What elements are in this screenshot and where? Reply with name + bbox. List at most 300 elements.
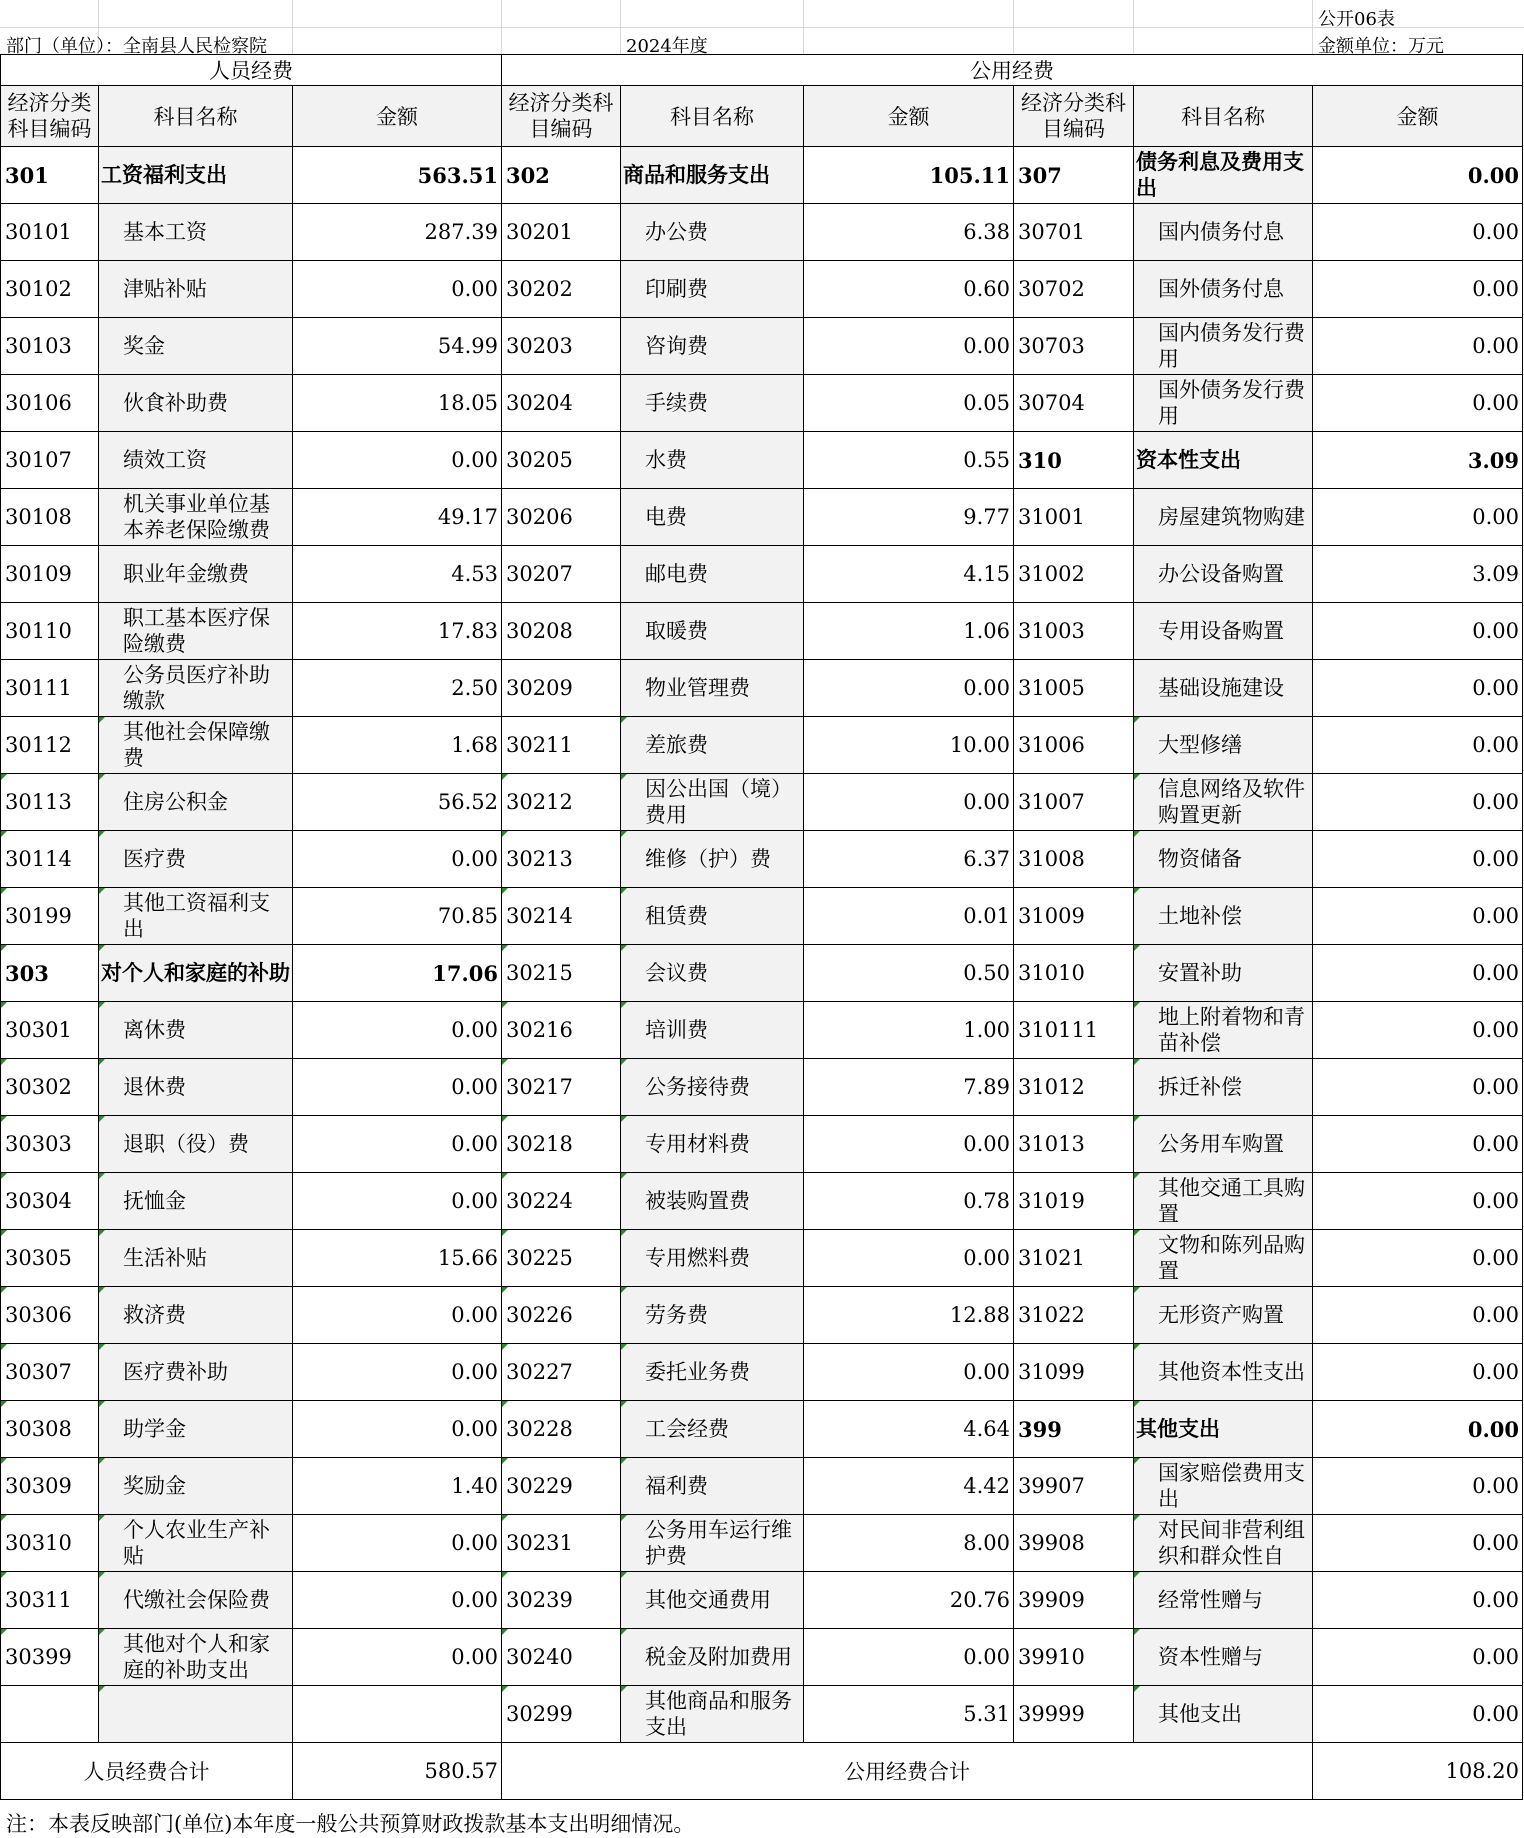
cell-amount: 5.31 bbox=[804, 1686, 1014, 1743]
cell-code: 30301 bbox=[1, 1002, 99, 1059]
cell-name: 退职（役）费 bbox=[99, 1116, 293, 1173]
cell-name: 助学金 bbox=[99, 1401, 293, 1458]
personnel-total-value: 580.57 bbox=[293, 1743, 502, 1800]
footnote: 注：本表反映部门(单位)本年度一般公共预算财政拨款基本支出明细情况。 bbox=[6, 1812, 695, 1836]
cell-name: 专用材料费 bbox=[621, 1116, 804, 1173]
cell-name: 邮电费 bbox=[621, 546, 804, 603]
cell-name: 资本性赠与 bbox=[1134, 1629, 1313, 1686]
cell-amount: 1.40 bbox=[293, 1458, 502, 1515]
cell-name bbox=[99, 1686, 293, 1743]
cell-name: 住房公积金 bbox=[99, 774, 293, 831]
cell-amount: 3.09 bbox=[1313, 432, 1523, 489]
cell-name: 对个人和家庭的补助 bbox=[99, 945, 293, 1002]
cell-amount: 0.00 bbox=[1313, 1572, 1523, 1629]
cell-name: 基础设施建设 bbox=[1134, 660, 1313, 717]
group-personnel: 人员经费 bbox=[1, 55, 502, 86]
cell-amount: 6.38 bbox=[804, 204, 1014, 261]
cell-amount: 4.53 bbox=[293, 546, 502, 603]
cell-amount: 15.66 bbox=[293, 1230, 502, 1287]
cell-amount: 0.00 bbox=[804, 1344, 1014, 1401]
cell-amount: 12.88 bbox=[804, 1287, 1014, 1344]
cell-amount: 0.00 bbox=[293, 1002, 502, 1059]
cell-code: 30114 bbox=[1, 831, 99, 888]
cell-name: 公务接待费 bbox=[621, 1059, 804, 1116]
cell-code: 30217 bbox=[502, 1059, 621, 1116]
cell-name: 电费 bbox=[621, 489, 804, 546]
cell-name: 印刷费 bbox=[621, 261, 804, 318]
cell-code: 30213 bbox=[502, 831, 621, 888]
cell-name: 房屋建筑物购建 bbox=[1134, 489, 1313, 546]
cell-code: 30112 bbox=[1, 717, 99, 774]
cell-amount: 0.00 bbox=[293, 1572, 502, 1629]
cell-code: 31003 bbox=[1014, 603, 1134, 660]
cell-code: 30205 bbox=[502, 432, 621, 489]
cell-amount: 56.52 bbox=[293, 774, 502, 831]
cell-code: 30102 bbox=[1, 261, 99, 318]
cell-name: 其他工资福利支出 bbox=[99, 888, 293, 945]
table-row bbox=[1, 603, 1523, 660]
cell-name: 会议费 bbox=[621, 945, 804, 1002]
cell-amount: 0.00 bbox=[804, 1629, 1014, 1686]
cell-code: 30201 bbox=[502, 204, 621, 261]
cell-code: 30107 bbox=[1, 432, 99, 489]
cell-name: 税金及附加费用 bbox=[621, 1629, 804, 1686]
amount-unit: 金额单位：万元 bbox=[1318, 36, 1444, 57]
cell-code: 30199 bbox=[1, 888, 99, 945]
cell-amount: 0.00 bbox=[804, 1116, 1014, 1173]
table-row bbox=[1, 1401, 1523, 1458]
cell-code: 30228 bbox=[502, 1401, 621, 1458]
cell-code: 30101 bbox=[1, 204, 99, 261]
cell-amount: 8.00 bbox=[804, 1515, 1014, 1572]
col-header-name: 科目名称 bbox=[1134, 86, 1313, 147]
cell-name: 差旅费 bbox=[621, 717, 804, 774]
table-row bbox=[1, 375, 1523, 432]
col-header-name: 科目名称 bbox=[99, 86, 293, 147]
cell-code: 30701 bbox=[1014, 204, 1134, 261]
cell-amount: 0.00 bbox=[293, 1059, 502, 1116]
table-row bbox=[1, 888, 1523, 945]
cell-amount: 0.00 bbox=[804, 318, 1014, 375]
cell-name: 离休费 bbox=[99, 1002, 293, 1059]
cell-code: 30225 bbox=[502, 1230, 621, 1287]
cell-name: 福利费 bbox=[621, 1458, 804, 1515]
cell-amount: 0.05 bbox=[804, 375, 1014, 432]
cell-name: 基本工资 bbox=[99, 204, 293, 261]
cell-code: 303 bbox=[1, 945, 99, 1002]
cell-amount: 0.00 bbox=[1313, 489, 1523, 546]
cell-amount: 0.00 bbox=[1313, 774, 1523, 831]
cell-code: 30106 bbox=[1, 375, 99, 432]
table-row bbox=[1, 432, 1523, 489]
cell-name: 国家赔偿费用支出 bbox=[1134, 1458, 1313, 1515]
cell-amount: 0.00 bbox=[804, 1230, 1014, 1287]
cell-code: 30306 bbox=[1, 1287, 99, 1344]
col-header-amount: 金额 bbox=[804, 86, 1014, 147]
cell-name: 无形资产购置 bbox=[1134, 1287, 1313, 1344]
cell-code: 310111 bbox=[1014, 1002, 1134, 1059]
cell-name: 工资福利支出 bbox=[99, 147, 293, 204]
cell-amount: 1.06 bbox=[804, 603, 1014, 660]
cell-name: 其他商品和服务支出 bbox=[621, 1686, 804, 1743]
cell-code: 31013 bbox=[1014, 1116, 1134, 1173]
cell-name: 伙食补助费 bbox=[99, 375, 293, 432]
cell-amount: 0.00 bbox=[1313, 1344, 1523, 1401]
cell-amount: 0.00 bbox=[1313, 945, 1523, 1002]
cell-name: 公务员医疗补助缴款 bbox=[99, 660, 293, 717]
cell-code: 31019 bbox=[1014, 1173, 1134, 1230]
table-row bbox=[1, 1230, 1523, 1287]
cell-name: 生活补贴 bbox=[99, 1230, 293, 1287]
cell-amount: 10.00 bbox=[804, 717, 1014, 774]
cell-code: 39999 bbox=[1014, 1686, 1134, 1743]
fiscal-year: 2024年度 bbox=[626, 36, 708, 57]
cell-name: 培训费 bbox=[621, 1002, 804, 1059]
table-row bbox=[1, 204, 1523, 261]
cell-code: 30227 bbox=[502, 1344, 621, 1401]
public-total-label: 公用经费合计 bbox=[502, 1743, 1313, 1800]
table-row bbox=[1, 660, 1523, 717]
cell-code: 30302 bbox=[1, 1059, 99, 1116]
cell-code: 30206 bbox=[502, 489, 621, 546]
cell-code: 31022 bbox=[1014, 1287, 1134, 1344]
cell-code: 30110 bbox=[1, 603, 99, 660]
cell-code: 31007 bbox=[1014, 774, 1134, 831]
cell-name: 安置补助 bbox=[1134, 945, 1313, 1002]
cell-name: 奖励金 bbox=[99, 1458, 293, 1515]
cell-code: 31008 bbox=[1014, 831, 1134, 888]
cell-amount: 0.00 bbox=[293, 1401, 502, 1458]
cell-code: 30240 bbox=[502, 1629, 621, 1686]
table-row bbox=[1, 1515, 1523, 1572]
cell-amount: 0.00 bbox=[1313, 1116, 1523, 1173]
cell-name: 国外债务发行费用 bbox=[1134, 375, 1313, 432]
cell-code: 30208 bbox=[502, 603, 621, 660]
cell-name: 其他支出 bbox=[1134, 1686, 1313, 1743]
cell-amount: 4.64 bbox=[804, 1401, 1014, 1458]
cell-amount: 0.55 bbox=[804, 432, 1014, 489]
cell-amount: 6.37 bbox=[804, 831, 1014, 888]
cell-amount: 0.50 bbox=[804, 945, 1014, 1002]
table-row bbox=[1, 1572, 1523, 1629]
cell-amount: 0.00 bbox=[804, 774, 1014, 831]
table-row bbox=[1, 945, 1523, 1002]
col-header-code: 经济分类科目编码 bbox=[502, 86, 621, 147]
cell-amount bbox=[293, 1686, 502, 1743]
cell-code: 30303 bbox=[1, 1116, 99, 1173]
cell-amount: 0.00 bbox=[293, 1515, 502, 1572]
cell-code: 310 bbox=[1014, 432, 1134, 489]
cell-name: 地上附着物和青苗补偿 bbox=[1134, 1002, 1313, 1059]
cell-name: 职业年金缴费 bbox=[99, 546, 293, 603]
cell-name: 劳务费 bbox=[621, 1287, 804, 1344]
cell-code: 30299 bbox=[502, 1686, 621, 1743]
table-row bbox=[1, 546, 1523, 603]
cell-amount: 0.01 bbox=[804, 888, 1014, 945]
cell-amount: 17.06 bbox=[293, 945, 502, 1002]
cell-code: 30309 bbox=[1, 1458, 99, 1515]
table-row bbox=[1, 1629, 1523, 1686]
cell-name: 其他交通工具购置 bbox=[1134, 1173, 1313, 1230]
table-row bbox=[1, 774, 1523, 831]
cell-amount: 0.00 bbox=[1313, 603, 1523, 660]
cell-code: 30229 bbox=[502, 1458, 621, 1515]
table-row bbox=[1, 831, 1523, 888]
table-row bbox=[1, 147, 1523, 204]
col-header-amount: 金额 bbox=[293, 86, 502, 147]
cell-code: 30702 bbox=[1014, 261, 1134, 318]
cell-code: 30226 bbox=[502, 1287, 621, 1344]
cell-amount: 0.00 bbox=[1313, 1287, 1523, 1344]
cell-amount: 17.83 bbox=[293, 603, 502, 660]
cell-name: 其他交通费用 bbox=[621, 1572, 804, 1629]
cell-code: 30703 bbox=[1014, 318, 1134, 375]
cell-amount: 0.00 bbox=[1313, 717, 1523, 774]
expenditure-table bbox=[0, 54, 1523, 1800]
cell-amount: 0.00 bbox=[1313, 375, 1523, 432]
cell-code: 30704 bbox=[1014, 375, 1134, 432]
cell-amount: 20.76 bbox=[804, 1572, 1014, 1629]
table-row bbox=[1, 261, 1523, 318]
cell-name: 资本性支出 bbox=[1134, 432, 1313, 489]
cell-code: 30215 bbox=[502, 945, 621, 1002]
cell-name: 津贴补贴 bbox=[99, 261, 293, 318]
cell-name: 拆迁补偿 bbox=[1134, 1059, 1313, 1116]
cell-amount: 0.00 bbox=[1313, 888, 1523, 945]
department-label: 部门（单位）：全南县人民检察院 bbox=[6, 36, 267, 57]
cell-amount: 0.00 bbox=[1313, 1230, 1523, 1287]
cell-name: 被装购置费 bbox=[621, 1173, 804, 1230]
cell-code: 30216 bbox=[502, 1002, 621, 1059]
cell-amount: 0.00 bbox=[1313, 1401, 1523, 1458]
cell-name: 公务用车购置 bbox=[1134, 1116, 1313, 1173]
cell-name: 国外债务付息 bbox=[1134, 261, 1313, 318]
cell-code: 307 bbox=[1014, 147, 1134, 204]
cell-name: 其他资本性支出 bbox=[1134, 1344, 1313, 1401]
cell-amount: 54.99 bbox=[293, 318, 502, 375]
cell-name: 咨询费 bbox=[621, 318, 804, 375]
cell-amount: 0.00 bbox=[1313, 1002, 1523, 1059]
cell-code: 30304 bbox=[1, 1173, 99, 1230]
cell-amount: 0.00 bbox=[293, 432, 502, 489]
cell-name: 其他对个人和家庭的补助支出 bbox=[99, 1629, 293, 1686]
col-header-code: 经济分类科目编码 bbox=[1014, 86, 1134, 147]
cell-name: 代缴社会保险费 bbox=[99, 1572, 293, 1629]
table-number: 公开06表 bbox=[1318, 9, 1395, 30]
cell-name: 机关事业单位基本养老保险缴费 bbox=[99, 489, 293, 546]
cell-code: 30209 bbox=[502, 660, 621, 717]
cell-amount: 105.11 bbox=[804, 147, 1014, 204]
cell-code: 39909 bbox=[1014, 1572, 1134, 1629]
cell-amount: 0.00 bbox=[1313, 1059, 1523, 1116]
cell-amount: 4.42 bbox=[804, 1458, 1014, 1515]
personnel-total-label: 人员经费合计 bbox=[1, 1743, 293, 1800]
cell-name: 医疗费补助 bbox=[99, 1344, 293, 1401]
cell-code: 31012 bbox=[1014, 1059, 1134, 1116]
table-row bbox=[1, 1287, 1523, 1344]
cell-code: 30308 bbox=[1, 1401, 99, 1458]
cell-name: 医疗费 bbox=[99, 831, 293, 888]
cell-amount: 0.00 bbox=[1313, 261, 1523, 318]
table-row bbox=[1, 489, 1523, 546]
cell-amount: 0.00 bbox=[1313, 147, 1523, 204]
cell-amount: 0.00 bbox=[1313, 318, 1523, 375]
cell-name: 专用设备购置 bbox=[1134, 603, 1313, 660]
cell-amount: 1.00 bbox=[804, 1002, 1014, 1059]
cell-code: 30109 bbox=[1, 546, 99, 603]
col-header-name: 科目名称 bbox=[621, 86, 804, 147]
public-total-value: 108.20 bbox=[1313, 1743, 1523, 1800]
cell-code: 30108 bbox=[1, 489, 99, 546]
cell-code: 31099 bbox=[1014, 1344, 1134, 1401]
cell-name: 救济费 bbox=[99, 1287, 293, 1344]
cell-code: 30214 bbox=[502, 888, 621, 945]
cell-name: 委托业务费 bbox=[621, 1344, 804, 1401]
cell-code: 30212 bbox=[502, 774, 621, 831]
cell-name: 办公费 bbox=[621, 204, 804, 261]
table-row bbox=[1, 1458, 1523, 1515]
col-header-amount: 金额 bbox=[1313, 86, 1523, 147]
cell-amount: 4.15 bbox=[804, 546, 1014, 603]
cell-code bbox=[1, 1686, 99, 1743]
cell-name: 其他支出 bbox=[1134, 1401, 1313, 1458]
cell-code: 30231 bbox=[502, 1515, 621, 1572]
cell-amount: 0.00 bbox=[1313, 1515, 1523, 1572]
cell-code: 30113 bbox=[1, 774, 99, 831]
cell-name: 大型修缮 bbox=[1134, 717, 1313, 774]
cell-amount: 0.00 bbox=[1313, 660, 1523, 717]
cell-name: 抚恤金 bbox=[99, 1173, 293, 1230]
cell-amount: 0.00 bbox=[1313, 204, 1523, 261]
cell-amount: 287.39 bbox=[293, 204, 502, 261]
table-row bbox=[1, 1686, 1523, 1743]
table-row bbox=[1, 1116, 1523, 1173]
table-row bbox=[1, 1173, 1523, 1230]
cell-amount: 0.00 bbox=[293, 261, 502, 318]
cell-amount: 70.85 bbox=[293, 888, 502, 945]
cell-amount: 0.00 bbox=[1313, 1173, 1523, 1230]
cell-amount: 49.17 bbox=[293, 489, 502, 546]
cell-amount: 0.00 bbox=[293, 1116, 502, 1173]
cell-code: 30311 bbox=[1, 1572, 99, 1629]
cell-code: 30239 bbox=[502, 1572, 621, 1629]
cell-amount: 0.00 bbox=[293, 831, 502, 888]
cell-name: 因公出国（境）费用 bbox=[621, 774, 804, 831]
cell-code: 302 bbox=[502, 147, 621, 204]
cell-name: 个人农业生产补贴 bbox=[99, 1515, 293, 1572]
cell-name: 手续费 bbox=[621, 375, 804, 432]
cell-amount: 0.00 bbox=[293, 1287, 502, 1344]
cell-name: 国内债务付息 bbox=[1134, 204, 1313, 261]
cell-code: 399 bbox=[1014, 1401, 1134, 1458]
table-row bbox=[1, 1002, 1523, 1059]
cell-amount: 0.00 bbox=[1313, 1458, 1523, 1515]
cell-amount: 563.51 bbox=[293, 147, 502, 204]
cell-name: 国内债务发行费用 bbox=[1134, 318, 1313, 375]
cell-name: 公务用车运行维护费 bbox=[621, 1515, 804, 1572]
cell-name: 土地补偿 bbox=[1134, 888, 1313, 945]
cell-amount: 0.00 bbox=[293, 1629, 502, 1686]
cell-amount: 0.00 bbox=[293, 1173, 502, 1230]
cell-code: 30202 bbox=[502, 261, 621, 318]
table-row bbox=[1, 1059, 1523, 1116]
cell-name: 绩效工资 bbox=[99, 432, 293, 489]
cell-amount: 0.00 bbox=[1313, 1629, 1523, 1686]
cell-code: 30307 bbox=[1, 1344, 99, 1401]
cell-code: 30211 bbox=[502, 717, 621, 774]
cell-name: 物业管理费 bbox=[621, 660, 804, 717]
cell-amount: 0.00 bbox=[293, 1344, 502, 1401]
cell-name: 经常性赠与 bbox=[1134, 1572, 1313, 1629]
cell-amount: 3.09 bbox=[1313, 546, 1523, 603]
table-row bbox=[1, 318, 1523, 375]
cell-code: 30224 bbox=[502, 1173, 621, 1230]
cell-name: 专用燃料费 bbox=[621, 1230, 804, 1287]
cell-name: 商品和服务支出 bbox=[621, 147, 804, 204]
cell-code: 30207 bbox=[502, 546, 621, 603]
cell-code: 39908 bbox=[1014, 1515, 1134, 1572]
table-row bbox=[1, 717, 1523, 774]
cell-code: 31001 bbox=[1014, 489, 1134, 546]
cell-code: 30103 bbox=[1, 318, 99, 375]
cell-code: 30203 bbox=[502, 318, 621, 375]
cell-name: 物资储备 bbox=[1134, 831, 1313, 888]
cell-code: 30218 bbox=[502, 1116, 621, 1173]
cell-code: 31009 bbox=[1014, 888, 1134, 945]
cell-amount: 0.00 bbox=[1313, 831, 1523, 888]
cell-code: 31021 bbox=[1014, 1230, 1134, 1287]
cell-code: 31006 bbox=[1014, 717, 1134, 774]
cell-amount: 9.77 bbox=[804, 489, 1014, 546]
cell-name: 职工基本医疗保险缴费 bbox=[99, 603, 293, 660]
cell-amount: 1.68 bbox=[293, 717, 502, 774]
cell-name: 债务利息及费用支出 bbox=[1134, 147, 1313, 204]
cell-code: 31005 bbox=[1014, 660, 1134, 717]
col-header-code: 经济分类科目编码 bbox=[1, 86, 99, 147]
cell-name: 对民间非营利组织和群众性自 bbox=[1134, 1515, 1313, 1572]
cell-name: 信息网络及软件购置更新 bbox=[1134, 774, 1313, 831]
cell-name: 退休费 bbox=[99, 1059, 293, 1116]
cell-amount: 2.50 bbox=[293, 660, 502, 717]
cell-code: 31002 bbox=[1014, 546, 1134, 603]
cell-code: 39907 bbox=[1014, 1458, 1134, 1515]
cell-name: 办公设备购置 bbox=[1134, 546, 1313, 603]
cell-name: 文物和陈列品购置 bbox=[1134, 1230, 1313, 1287]
cell-code: 39910 bbox=[1014, 1629, 1134, 1686]
cell-code: 31010 bbox=[1014, 945, 1134, 1002]
cell-name: 奖金 bbox=[99, 318, 293, 375]
cell-name: 工会经费 bbox=[621, 1401, 804, 1458]
cell-code: 30111 bbox=[1, 660, 99, 717]
cell-amount: 7.89 bbox=[804, 1059, 1014, 1116]
cell-name: 维修（护）费 bbox=[621, 831, 804, 888]
table-row bbox=[1, 1344, 1523, 1401]
cell-name: 取暖费 bbox=[621, 603, 804, 660]
cell-amount: 0.60 bbox=[804, 261, 1014, 318]
cell-amount: 18.05 bbox=[293, 375, 502, 432]
cell-code: 30399 bbox=[1, 1629, 99, 1686]
cell-name: 其他社会保障缴费 bbox=[99, 717, 293, 774]
cell-name: 租赁费 bbox=[621, 888, 804, 945]
cell-amount: 0.00 bbox=[804, 660, 1014, 717]
cell-code: 301 bbox=[1, 147, 99, 204]
group-public: 公用经费 bbox=[502, 55, 1523, 86]
cell-name: 水费 bbox=[621, 432, 804, 489]
cell-amount: 0.78 bbox=[804, 1173, 1014, 1230]
cell-code: 30305 bbox=[1, 1230, 99, 1287]
cell-code: 30204 bbox=[502, 375, 621, 432]
cell-amount: 0.00 bbox=[1313, 1686, 1523, 1743]
